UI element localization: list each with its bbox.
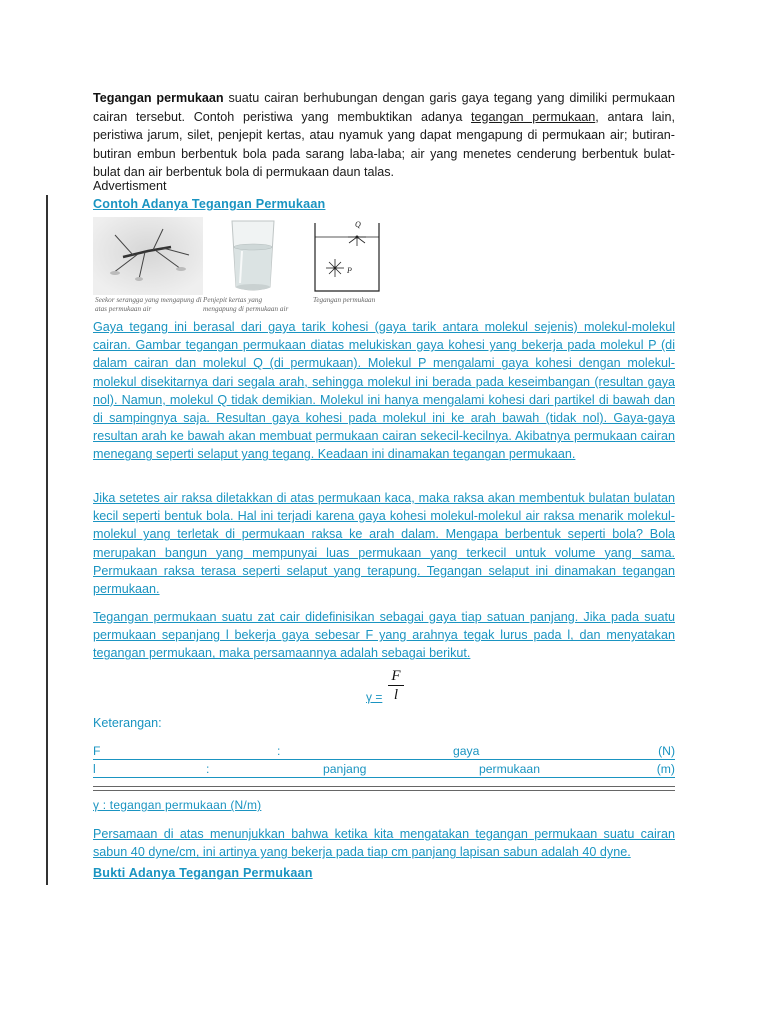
row-l-colon: : [206, 762, 210, 776]
advertisment-label: Advertisment [93, 179, 167, 193]
gamma-definition[interactable]: γ : tegangan permukaan (N/m) [93, 798, 262, 812]
row-f-unit: (N) [658, 744, 675, 758]
caption-insect: Seekor serangga yang mengapung di atas permukaan air [95, 296, 202, 313]
glass-photo [218, 217, 288, 295]
heading-bukti[interactable]: Bukti Adanya Tegangan Permukaan [93, 866, 313, 880]
row-f-symbol: F [93, 744, 101, 758]
caption-glass: Penjepit kertas yang mengapung di permukaan air [203, 296, 289, 313]
formula-lhs: γ = [366, 690, 383, 704]
paragraph-sabun[interactable]: Persamaan di atas menunjukkan bahwa ketika kita mengatakan tegangan permukaan suatu cairan sabun 40 dyne/cm, ini artinya yang bekerja pada tiap cm panjang lapisan sabun adalah 40 dyne. [93, 827, 675, 860]
intro-link[interactable]: tegangan permukaan [471, 109, 596, 124]
row-f-word: gaya [453, 744, 480, 758]
keterangan-label: Keterangan: [93, 716, 162, 730]
fraction-bar [388, 685, 404, 686]
row-l-word2: permukaan [479, 762, 540, 776]
formula-numerator: F [391, 668, 401, 684]
label-p: P [347, 266, 352, 275]
insect-photo [93, 217, 203, 295]
caption-diagram: Tegangan permukaan [313, 296, 376, 304]
row-l-symbol: l [93, 762, 96, 776]
row-l [93, 762, 675, 778]
heading-contoh[interactable]: Contoh Adanya Tegangan Permukaan [93, 197, 326, 211]
left-margin-bar [46, 195, 48, 885]
row-f-underline [93, 759, 675, 760]
row-l-underline [93, 777, 675, 778]
intro-text-2: , antara lain, peristiwa jarum, silet, penjepit kertas, atau nyamuk yang dapat mengapung di permukaan air; butiran-butiran embun berbentuk bola pada sarang laba-laba; air yang menetes cenderung berbentuk bulat-bulat dan air berbentuk bola di permukaan daun talas. [93, 109, 675, 180]
row-f-colon: : [277, 744, 281, 758]
formula-fraction [388, 668, 404, 703]
label-q: Q [355, 220, 361, 229]
formula-denominator: l [393, 687, 399, 703]
divider-line-1 [93, 786, 675, 787]
row-l-unit: (m) [656, 762, 675, 776]
intro-paragraph [93, 89, 675, 182]
intro-text-1: suatu cairan berhubungan dengan garis gaya tegang yang dimiliki permukaan cairan tersebut. Contoh peristiwa yang membuktikan adanya [93, 91, 676, 124]
paragraph-raksa[interactable]: Jika setetes air raksa diletakkan di atas permukaan kaca, maka raksa akan membentuk bulatan bulatan kecil seperti bentuk bola. Hal ini terjadi karena gaya kohesi molekul-molekul air raksa menarik molekul-molekul yang terletak di permukaan raksa ke arah dalam. Mengapa berbentuk seperti bola? Bola merupakan bangun yang mempunyai luas permukaan yang terkecil untuk volume yang sama. Permukaan raksa terasa seperti selaput yang terapung. Tegangan selaput ini dinamakan tegangan permukaan. [93, 491, 675, 597]
row-f [93, 744, 675, 760]
figure-strip [93, 217, 383, 313]
divider-line-2 [93, 790, 675, 791]
row-l-word1: panjang [323, 762, 367, 776]
intro-bold-term: Tegangan permukaan [93, 91, 224, 105]
surface-tension-diagram [311, 217, 383, 295]
paragraph-definisi[interactable]: Tegangan permukaan suatu zat cair didefinisikan sebagai gaya tiap satuan panjang. Jika pada suatu permukaan sepanjang l bekerja gaya sebesar F yang arahnya tegak lurus pada l, dan menyatakan tegangan permukaan, maka persamaannya adalah sebagai berikut. [93, 610, 675, 661]
paragraph-kohesi[interactable]: Gaya tegang ini berasal dari gaya tarik kohesi (gaya tarik antara molekul sejenis) molekul-molekul cairan. Gambar tegangan permukaan diatas melukiskan gaya kohesi yang bekerja pada molekul P (di dalam cairan dan molekul Q (di permukaan). Molekul P mengalami gaya kohesi dengan molekul-molekul disekitarnya dari segala arah, sehingga molekul ini berada pada keseimbangan (resultan gaya nol). Namun, molekul Q tidak demikian. Molekul ini hanya mengalami kohesi dari partikel di bawah dan di sampingnya saja. Resultan gaya kohesi pada molekul ini ke arah bawah (tidak nol). Gaya-gaya resultan arah ke bawah akan membuat permukaan cairan sekecil-kecilnya. Akibatnya permukaan cairan menegang seperti selaput yang tegang. Keadaan ini dinamakan tegangan permukaan. [93, 320, 675, 462]
